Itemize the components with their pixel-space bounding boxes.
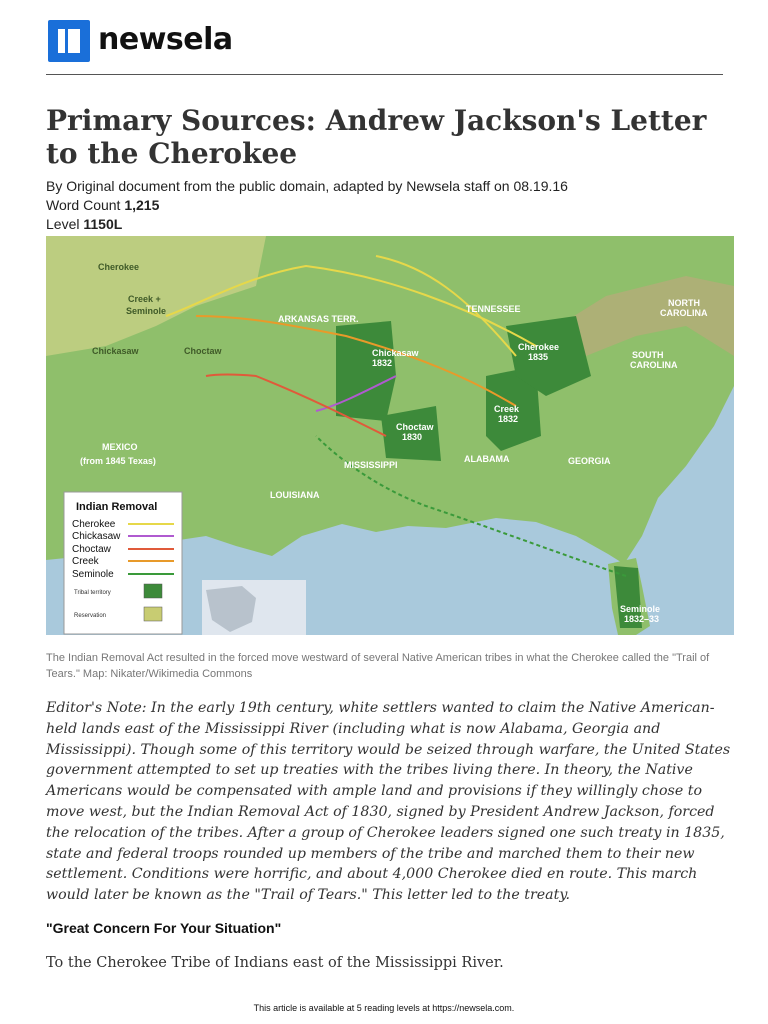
reading-level [46,216,122,232]
label-georgia: GEORGIA [568,456,611,466]
word-count [46,197,159,213]
label-south-carolina-2: CAROLINA [630,360,678,370]
legend-tribal-swatch [144,584,162,598]
editors-note: Editor's Note: In the early 19th century, white settlers wanted to claim the Native American-held lands east of the Mississippi River (including what is now Alabama, Georgia and Mississippi). Though some of this territory would be seized through warfare, the United States government attempted to set up treaties with the tribes living there. In theory, the Native Americans would be compensated with ample land and provisions if they willingly chose to move west, but the Indian Removal Act of 1830, signed by President Andrew Jackson, forced the relocation of the tribes. After a group of Cherokee leaders signed one such treaty in 1835, state and federal troops rounded up members of the tribe and marched them to their new settlement. Conditions were horrific, and about 4,000 Cherokee died en route. This march would later be known as the "Trail of Tears." This letter led to the treaty. [46,700,731,904]
label-south-carolina-1: SOUTH [632,350,664,360]
territory-cherokee-name: Cherokee [518,342,560,352]
territory-choctaw-name: Choctaw [396,422,434,432]
label-alabama: ALABAMA [464,454,510,464]
label-mexico-2: (from 1845 Texas) [80,456,156,466]
legend-reservation-label: Reservation [74,613,107,619]
letter-salutation: To the Cherokee Tribe of Indians east of the Mississippi River. [46,955,504,971]
label-mexico-1: MEXICO [102,442,138,452]
legend-label-cherokee: Cherokee [72,519,116,530]
newsela-logo-icon[interactable] [48,20,90,62]
label-louisiana: LOUISIANA [270,490,320,500]
legend-reservation-swatch [144,607,162,621]
word-count-value: 1,215 [124,197,160,213]
label-creek-seminole-2: Seminole [126,306,167,316]
footer-note: This article is available at 5 reading levels at https://newsela.com. [253,1003,515,1013]
brand-name[interactable]: newsela [98,22,233,57]
label-arkansas: ARKANSAS TERR. [278,314,359,324]
legend-label-chickasaw: Chickasaw [72,531,121,542]
section-heading: "Great Concern For Your Situation" [46,920,282,936]
territory-creek-year: 1832 [498,414,519,424]
legend-label-seminole: Seminole [72,569,114,580]
byline: By Original document from the public domain, adapted by Newsela staff on 08.19.16 [46,178,568,194]
territory-cherokee-year: 1835 [528,352,549,362]
level-label: Level [46,216,80,232]
legend-label-creek: Creek [72,556,99,567]
label-chickasaw-west: Chickasaw [92,346,139,356]
territory-chickasaw-year: 1832 [372,358,393,368]
site-header [46,18,723,75]
legend-label-choctaw: Choctaw [72,544,111,555]
map-caption: The Indian Removal Act resulted in the forced move westward of several Native American tribes in what the Cherokee called the "Trail of Tears." Map: Nikater/Wikimedia Commons [46,652,710,680]
label-north-carolina-2: CAROLINA [660,308,708,318]
label-choctaw-west: Choctaw [184,346,222,356]
legend-title: Indian Removal [76,501,158,513]
territory-chickasaw-name: Chickasaw [372,348,419,358]
article-title: Primary Sources: Andrew Jackson's Letter to the Cherokee [46,104,707,170]
territory-seminole-year: 1832–33 [624,614,660,624]
word-count-label: Word Count [46,197,121,213]
map-legend [64,492,182,634]
label-north-carolina-1: NORTH [668,298,700,308]
label-mississippi: MISSISSIPPI [344,460,398,470]
territory-creek-name: Creek [494,404,520,414]
label-creek-seminole: Creek + [128,294,161,304]
legend-tribal-label: Tribal territory [74,590,111,596]
territory-choctaw-year: 1830 [402,432,423,442]
level-value: 1150L [83,216,123,232]
territory-seminole-name: Seminole [620,604,661,614]
indian-removal-map [46,236,734,635]
label-tennessee: TENNESSEE [466,304,521,314]
label-cherokee-west: Cherokee [98,262,140,272]
map-graphic [46,236,734,635]
